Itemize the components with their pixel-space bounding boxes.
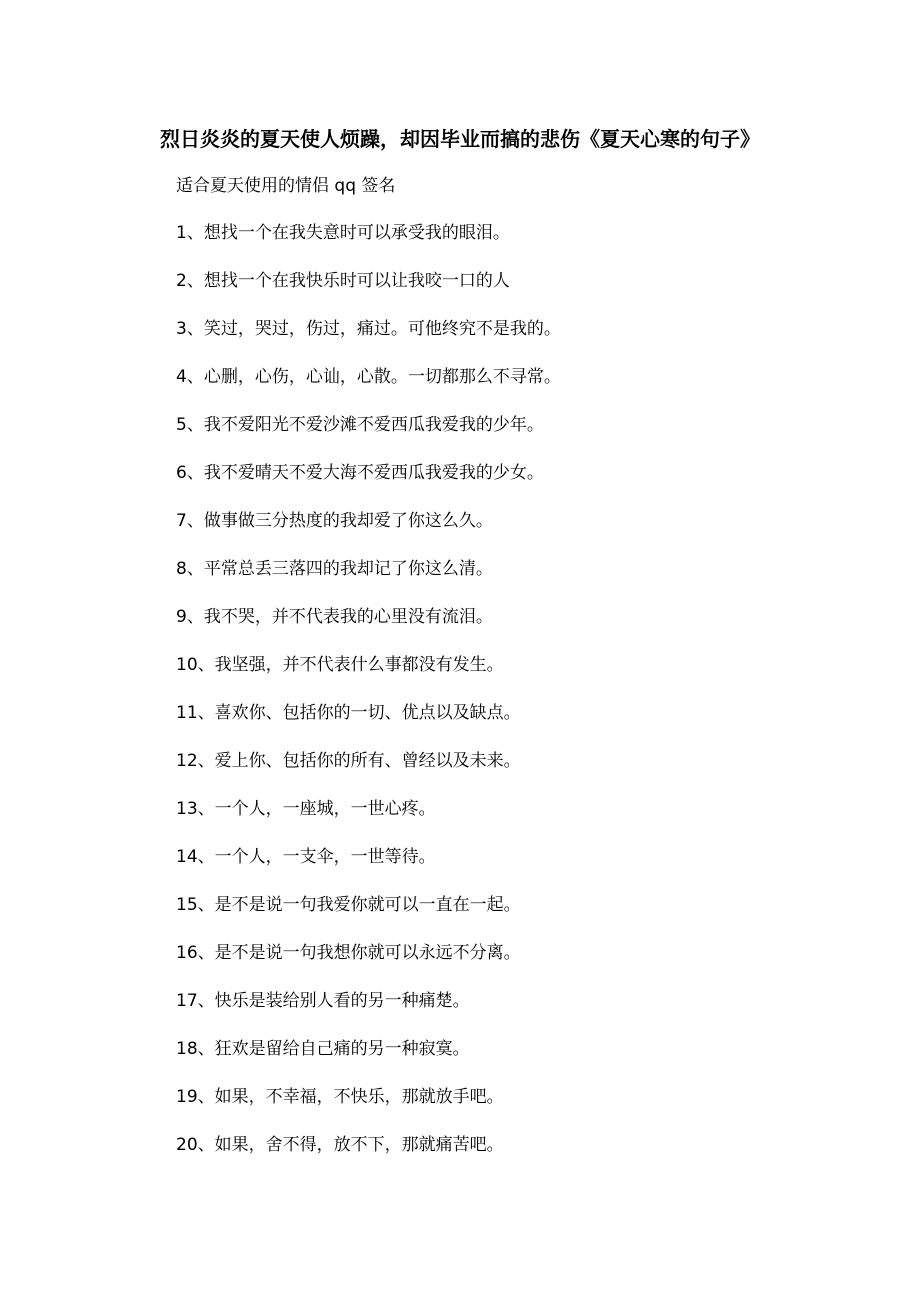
document-title: 烈日炎炎的夏天使人烦躁，却因毕业而搞的悲伤《夏天心寒的句子》 — [160, 127, 760, 151]
list-item: 9、我不哭，并不代表我的心里没有流泪。 — [176, 607, 493, 627]
list-item: 13、一个人，一座城，一世心疼。 — [176, 799, 436, 819]
list-item: 6、我不爱晴天不爱大海不爱西瓜我爱我的少女。 — [176, 463, 544, 483]
list-item: 2、想找一个在我快乐时可以让我咬一口的人 — [176, 271, 510, 291]
list-item: 20、如果，舍不得，放不下，那就痛苦吧。 — [176, 1135, 504, 1155]
list-item: 4、心删，心伤，心讪，心散。一切都那么不寻常。 — [176, 367, 561, 387]
list-item: 19、如果，不幸福，不快乐，那就放手吧。 — [176, 1087, 504, 1107]
list-item: 18、狂欢是留给自己痛的另一种寂寞。 — [176, 1039, 470, 1059]
list-item: 7、做事做三分热度的我却爱了你这么久。 — [176, 511, 493, 531]
list-item: 8、平常总丢三落四的我却记了你这么清。 — [176, 559, 493, 579]
list-item: 1、想找一个在我失意时可以承受我的眼泪。 — [176, 223, 510, 243]
document-subtitle: 适合夏天使用的情侣 qq 签名 — [176, 176, 396, 196]
list-item: 12、爱上你、包括你的所有、曾经以及未来。 — [176, 751, 521, 771]
list-item: 3、笑过，哭过，伤过，痛过。可他终究不是我的。 — [176, 319, 561, 339]
sentence-list — [176, 219, 561, 1179]
list-item: 5、我不爱阳光不爱沙滩不爱西瓜我爱我的少年。 — [176, 415, 544, 435]
list-item: 11、喜欢你、包括你的一切、优点以及缺点。 — [176, 703, 521, 723]
list-item: 15、是不是说一句我爱你就可以一直在一起。 — [176, 895, 521, 915]
list-item: 16、是不是说一句我想你就可以永远不分离。 — [176, 943, 521, 963]
list-item: 14、一个人，一支伞，一世等待。 — [176, 847, 436, 867]
list-item: 17、快乐是装给别人看的另一种痛楚。 — [176, 991, 470, 1011]
list-item: 10、我坚强，并不代表什么事都没有发生。 — [176, 655, 504, 675]
